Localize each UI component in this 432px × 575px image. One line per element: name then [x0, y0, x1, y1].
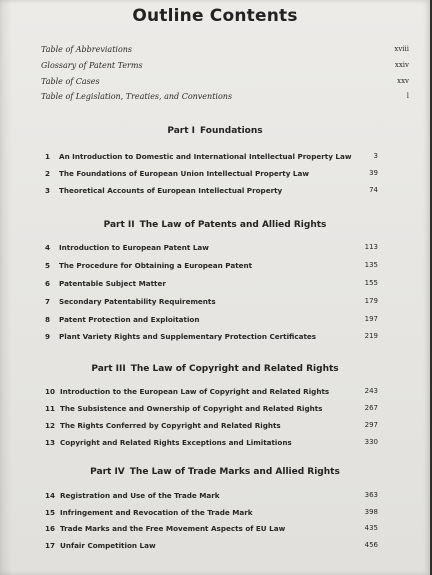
chapter-page: 297: [364, 421, 378, 429]
part-number: Part II: [103, 220, 135, 230]
chapter-title: Plant Variety Rights and Supplementary Protection Certificates: [59, 332, 317, 341]
chapter-title: Infringement and Revocation of the Trade Mark: [60, 508, 253, 517]
part-name: The Law of Patents and Allied Rights: [139, 220, 327, 230]
chapter-title: Unfair Competition Law: [60, 541, 156, 550]
chapter-entry: [45, 488, 378, 504]
chapter-number: 3: [45, 186, 51, 195]
chapter-page: 39: [369, 169, 378, 177]
chapter-title: The Foundations of European Union Intellectual Property Law: [59, 169, 309, 178]
chapter-number: 1: [45, 152, 51, 161]
chapter-page: 179: [364, 297, 378, 305]
chapter-entry: [45, 418, 378, 434]
chapter-entry: [45, 538, 378, 554]
chapter-title: Introduction to European Patent Law: [59, 243, 209, 252]
part-name: The Law of Trade Marks and Allied Rights: [129, 467, 340, 477]
chapter-title: Introduction to the European Law of Copyright and Related Rights: [60, 387, 330, 396]
front-matter-entry: [41, 43, 409, 59]
chapter-page: 456: [364, 541, 378, 549]
part-heading: [0, 220, 430, 230]
chapter-number: 9: [45, 332, 51, 341]
chapter-page: 197: [364, 315, 378, 323]
part-name: The Law of Copyright and Related Rights: [130, 364, 339, 374]
part-heading: [0, 126, 430, 136]
chapter-number: 6: [45, 279, 51, 288]
chapter-number: 4: [45, 243, 51, 252]
chapter-page: 135: [364, 261, 378, 269]
part-heading: [0, 467, 430, 477]
chapter-entry: [45, 384, 378, 400]
chapter-entry: [45, 521, 378, 537]
chapter-page: 219: [364, 332, 378, 340]
page-title: Outline Contents: [132, 6, 298, 26]
chapter-page: 155: [364, 279, 378, 287]
chapter-number: 16: [45, 524, 56, 533]
entry-page: xxv: [397, 77, 409, 85]
chapter-entry: [45, 435, 378, 451]
chapter-title: Registration and Use of the Trade Mark: [60, 491, 220, 500]
front-matter-entry: [41, 59, 409, 75]
entry-page: xviii: [394, 45, 409, 53]
chapter-number: 7: [45, 297, 51, 306]
chapter-number: 12: [45, 421, 56, 430]
chapter-entry: [45, 401, 378, 417]
chapter-number: 8: [45, 315, 51, 324]
chapter-title: The Subsistence and Ownership of Copyright and Related Rights: [60, 404, 323, 413]
chapter-number: 17: [45, 541, 56, 550]
chapter-title: Copyright and Related Rights Exceptions and Limitations: [60, 438, 292, 447]
chapter-page: 113: [364, 243, 378, 251]
chapter-entry: [45, 166, 378, 182]
page-gutter-shadow: [0, 0, 12, 575]
chapter-entry: [45, 329, 378, 345]
chapter-number: 2: [45, 169, 51, 178]
chapter-title: The Procedure for Obtaining a European Patent: [59, 261, 253, 270]
entry-label: Table of Abbreviations: [41, 45, 133, 54]
chapter-entry: [45, 312, 378, 328]
front-matter-entry: [41, 90, 409, 106]
chapter-title: An Introduction to Domestic and International Intellectual Property Law: [59, 152, 352, 161]
chapter-number: 5: [45, 261, 51, 270]
part-name: Foundations: [200, 126, 263, 136]
front-matter-entry: [41, 75, 409, 91]
chapter-title: Trade Marks and the Free Movement Aspects of EU Law: [60, 524, 286, 533]
chapter-number: 11: [45, 404, 56, 413]
chapter-page: 243: [364, 387, 378, 395]
chapter-page: 435: [364, 524, 378, 532]
chapter-entry: [45, 505, 378, 521]
chapter-title: Patentable Subject Matter: [59, 279, 166, 288]
chapter-entry: [45, 258, 378, 274]
chapter-page: 330: [364, 438, 378, 446]
chapter-page: 267: [364, 404, 378, 412]
entry-label: Glossary of Patent Terms: [41, 61, 143, 70]
chapter-title: Patent Protection and Exploitation: [59, 315, 200, 324]
entry-label: Table of Cases: [41, 77, 100, 86]
entry-page: xxiv: [394, 61, 409, 69]
chapter-entry: [45, 276, 378, 292]
chapter-page: 398: [364, 508, 378, 516]
chapter-number: 13: [45, 438, 56, 447]
chapter-number: 14: [45, 491, 56, 500]
entry-label: Table of Legislation, Treaties, and Conventions: [41, 92, 233, 101]
chapter-page: 363: [364, 491, 378, 499]
entry-page: l: [406, 92, 409, 100]
chapter-title: Theoretical Accounts of European Intellectual Property: [59, 186, 283, 195]
chapter-entry: [45, 240, 378, 256]
chapter-number: 10: [45, 387, 56, 396]
chapter-entry: [45, 149, 378, 165]
chapter-page: 74: [369, 186, 378, 194]
chapter-page: 3: [373, 152, 378, 160]
chapter-number: 15: [45, 508, 56, 517]
chapter-title: The Rights Conferred by Copyright and Related Rights: [60, 421, 281, 430]
chapter-title: Secondary Patentability Requirements: [59, 297, 216, 306]
part-number: Part IV: [90, 467, 125, 477]
part-heading: [0, 364, 430, 374]
part-number: Part I: [167, 126, 195, 136]
chapter-entry: [45, 294, 378, 310]
chapter-entry: [45, 183, 378, 199]
part-number: Part III: [91, 364, 126, 374]
